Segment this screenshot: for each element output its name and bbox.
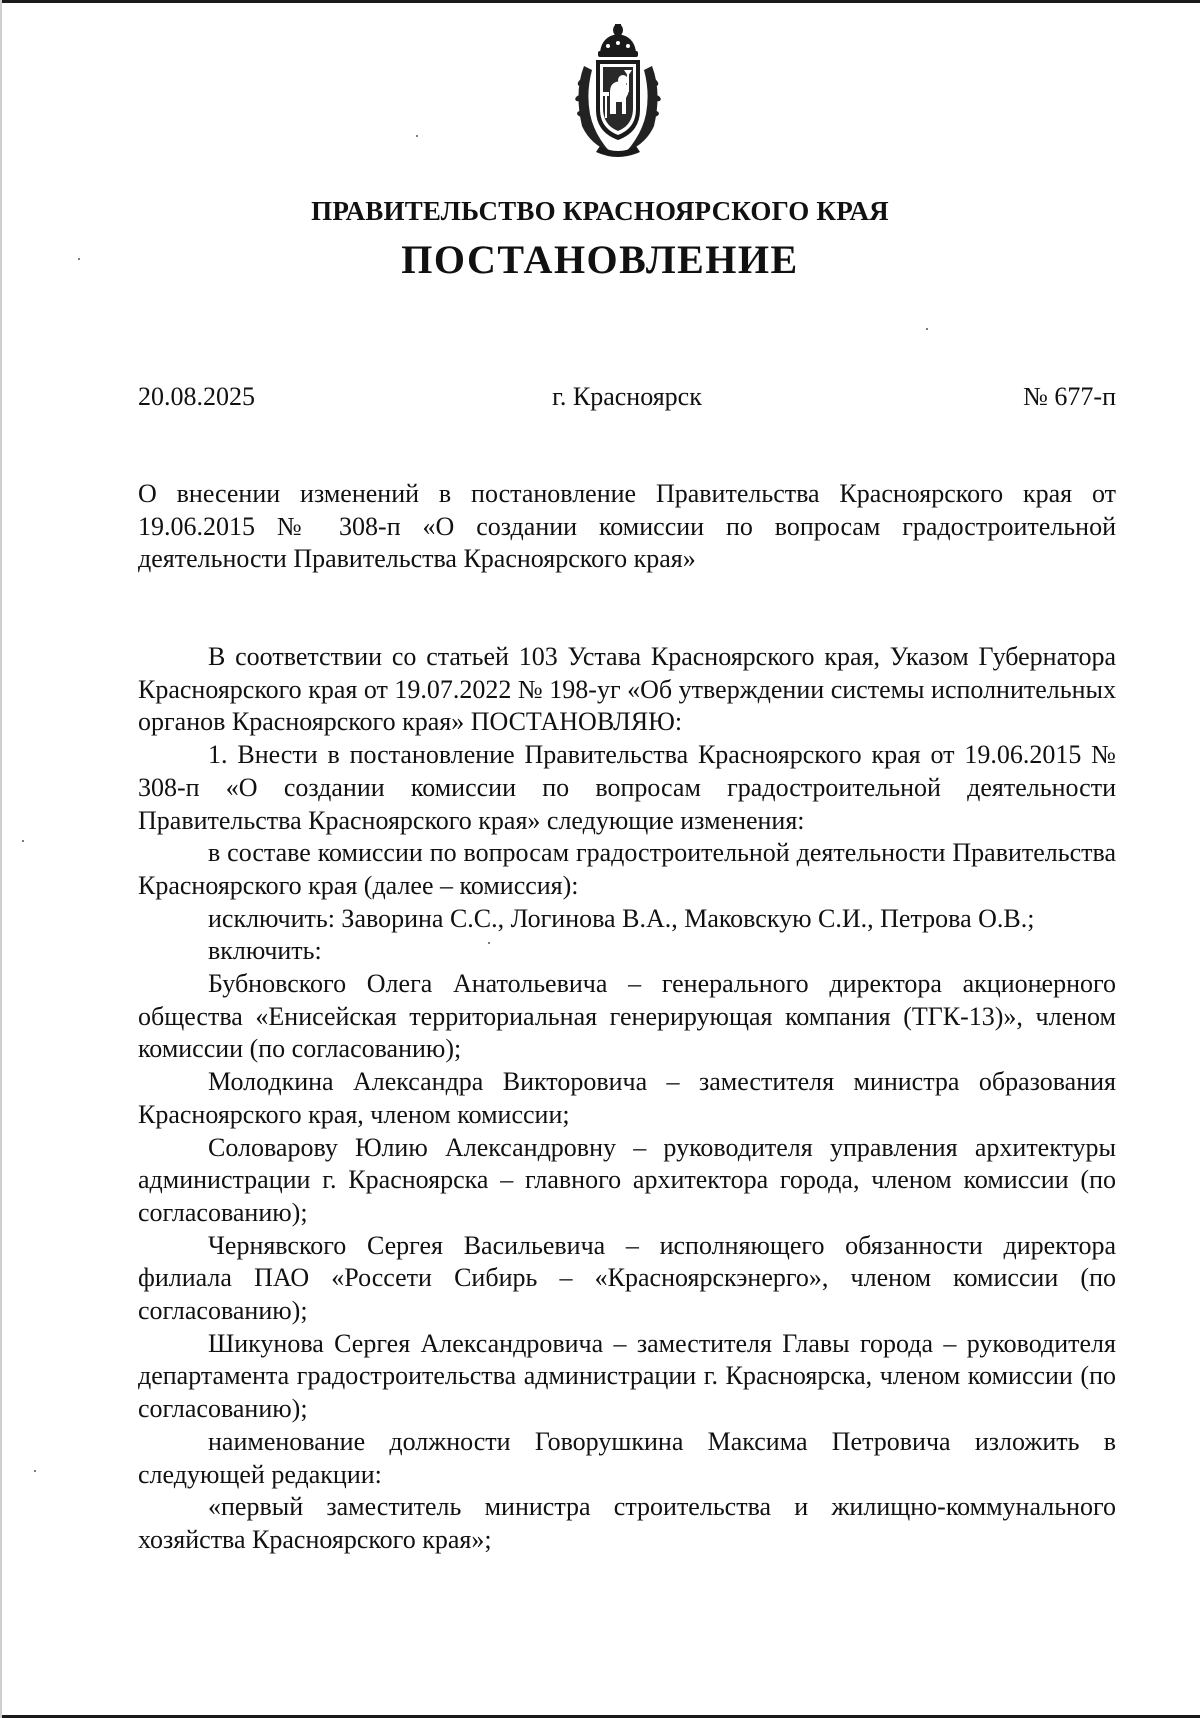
scan-border-top — [0, 0, 1200, 3]
document-type-title: ПОСТАНОВЛЕНИЕ — [401, 237, 799, 282]
scan-speck — [22, 840, 24, 842]
body-paragraph: включить: — [208, 936, 322, 966]
scan-speck — [34, 1470, 36, 1472]
body-paragraph: Молодкина Александра Викторовича – заместителя министра образования Красноярского края, членом комиссии; — [138, 1067, 1116, 1129]
document-city: г. Красноярск — [552, 382, 702, 411]
body-paragraph: В соответствии со статьей 103 Устава Красноярского края, Указом Губернатора Красноярского края от 19.07.2022 № 198-уг «Об утверждении системы исполнительных органов Красноярского края» ПОСТАНОВЛЯЮ: — [138, 642, 1116, 737]
document-meta-row — [138, 382, 1116, 416]
krasnoyarsk-coat-of-arms-icon — [570, 22, 666, 158]
document-subject: О внесении изменений в постановление Правительства Красноярского края от 19.06.2015 № 308-п «О создании комиссии по вопросам градостроительной деятельности Правительства Красноярского края» — [138, 479, 1116, 574]
body-paragraph: Соловарову Юлию Александровну – руководителя управления архитектуры администрации г. Красноярска – главного архитектора города, членом комиссии (по согласованию); — [138, 1132, 1116, 1227]
body-paragraph: наименование должности Говорушкина Максима Петровича изложить в следующей редакции: — [138, 1426, 1116, 1489]
body-paragraph: Бубновского Олега Анатольевича – генерального директора акционерного общества «Енисейская территориальная генерирующая компания (ТГК-13)», членом комиссии (по согласованию); — [138, 969, 1116, 1064]
scan-speck — [416, 135, 418, 137]
document-number: № 677-п — [1023, 382, 1116, 411]
body-paragraph: 1. Внести в постановление Правительства Красноярского края от 19.06.2015 № 308-п «О создании комиссии по вопросам градостроительной деятельности Правительства Красноярского края» следующие изменения: — [138, 740, 1116, 835]
document-body — [138, 641, 1116, 1557]
body-paragraph: в составе комиссии по вопросам градостроительной деятельности Правительства Красноярского края (далее – комиссия): — [138, 838, 1116, 900]
organization-title: ПРАВИТЕЛЬСТВО КРАСНОЯРСКОГО КРАЯ — [311, 196, 889, 226]
body-paragraph: Шикунова Сергея Александровича – заместителя Главы города – руководителя департамента градостроительства администрации г. Красноярска, членом комиссии (по согласованию); — [138, 1328, 1116, 1424]
body-paragraph: «первый заместитель министра строительства и жилищно-коммунального хозяйства Красноярского края»; — [138, 1492, 1116, 1554]
document-date: 20.08.2025 — [138, 382, 255, 411]
body-paragraph: Чернявского Сергея Васильевича – исполняющего обязанности директора филиала ПАО «Россети Сибирь – «Красноярскэнерго», членом комиссии (по согласованию); — [138, 1230, 1116, 1326]
body-paragraph: исключить: Заворина С.С., Логинова В.А., Маковскую С.И., Петрова О.В.; — [208, 903, 1035, 933]
scan-speck — [926, 328, 928, 330]
